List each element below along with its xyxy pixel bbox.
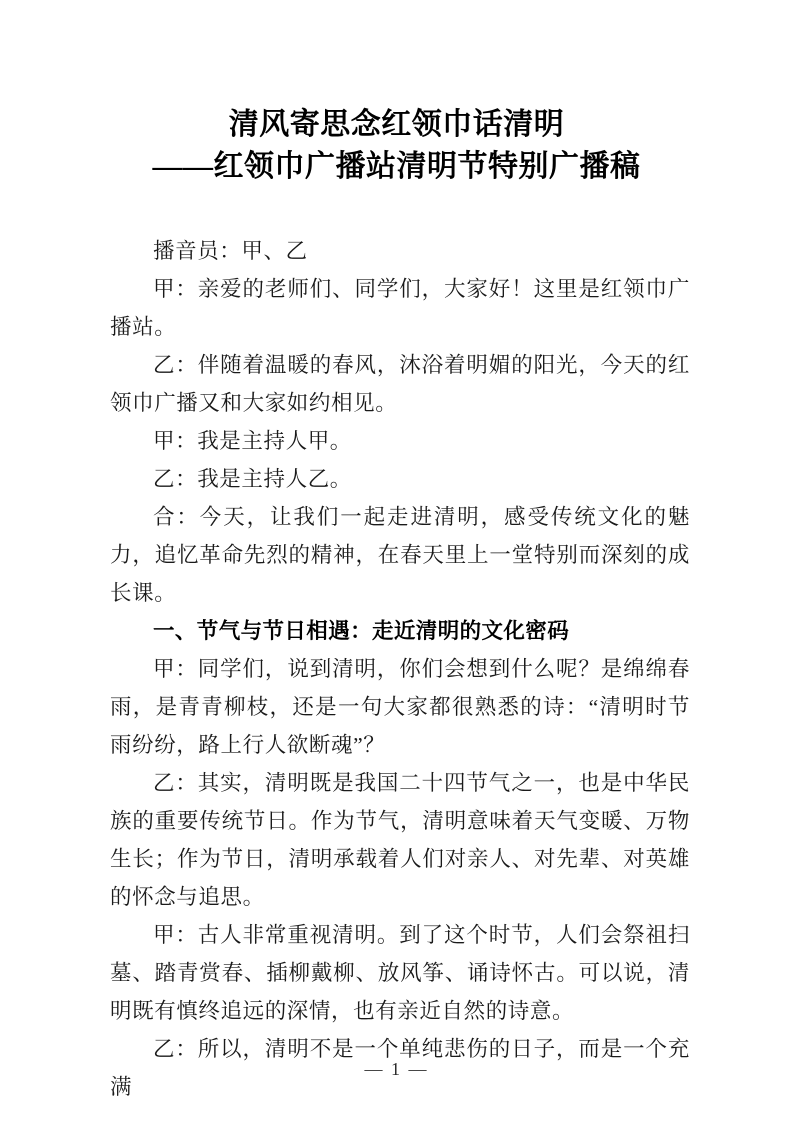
- body-paragraph: 甲：古人非常重视清明。到了这个时节，人们会祭祖扫墓、踏青赏春、插柳戴柳、放风筝、诵诗怀古。可以说，清明既有慎终追远的深情，也有亲近自然的诗意。: [110, 923, 690, 1023]
- page-footer: [0, 1059, 793, 1080]
- body-paragraph: 乙：伴随着温暖的春风，沐浴着明媚的阳光，今天的红领巾广播又和大家如约相见。: [110, 353, 690, 415]
- page-number: — 1 —: [364, 1059, 429, 1079]
- body-paragraph: 播音员：甲、乙: [153, 239, 308, 263]
- body-paragraph: 甲：亲爱的老师们、同学们，大家好！这里是红领巾广播站。: [110, 277, 690, 339]
- body-paragraph: 甲：我是主持人甲。: [153, 429, 352, 453]
- document-title: [0, 104, 793, 188]
- document-body: [110, 232, 690, 1106]
- body-paragraph: 甲：同学们，说到清明，你们会想到什么呢？是绵绵春雨，是青青柳枝，还是一句大家都很熟悉的诗：“清明时节雨纷纷，路上行人欲断魂”？: [110, 657, 690, 757]
- title-line-2: ——红领巾广播站清明节特别广播稿: [152, 150, 641, 183]
- body-paragraph: 乙：其实，清明既是我国二十四节气之一，也是中华民族的重要传统节日。作为节气，清明意味着天气变暖、万物生长；作为节日，清明承载着人们对亲人、对先辈、对英雄的怀念与追思。: [110, 771, 690, 909]
- body-paragraph: 乙：我是主持人乙。: [153, 467, 352, 491]
- title-line-1: 清风寄思念红领巾话清明: [228, 108, 565, 141]
- body-paragraph: 合：今天，让我们一起走进清明，感受传统文化的魅力，追忆革命先烈的精神，在春天里上一堂特别而深刻的成长课。: [110, 505, 690, 605]
- section-heading: 一、节气与节日相遇：走近清明的文化密码: [153, 619, 570, 643]
- body-paragraph: 乙：所以，清明不是一个单纯悲伤的日子，而是一个充满: [110, 1037, 690, 1099]
